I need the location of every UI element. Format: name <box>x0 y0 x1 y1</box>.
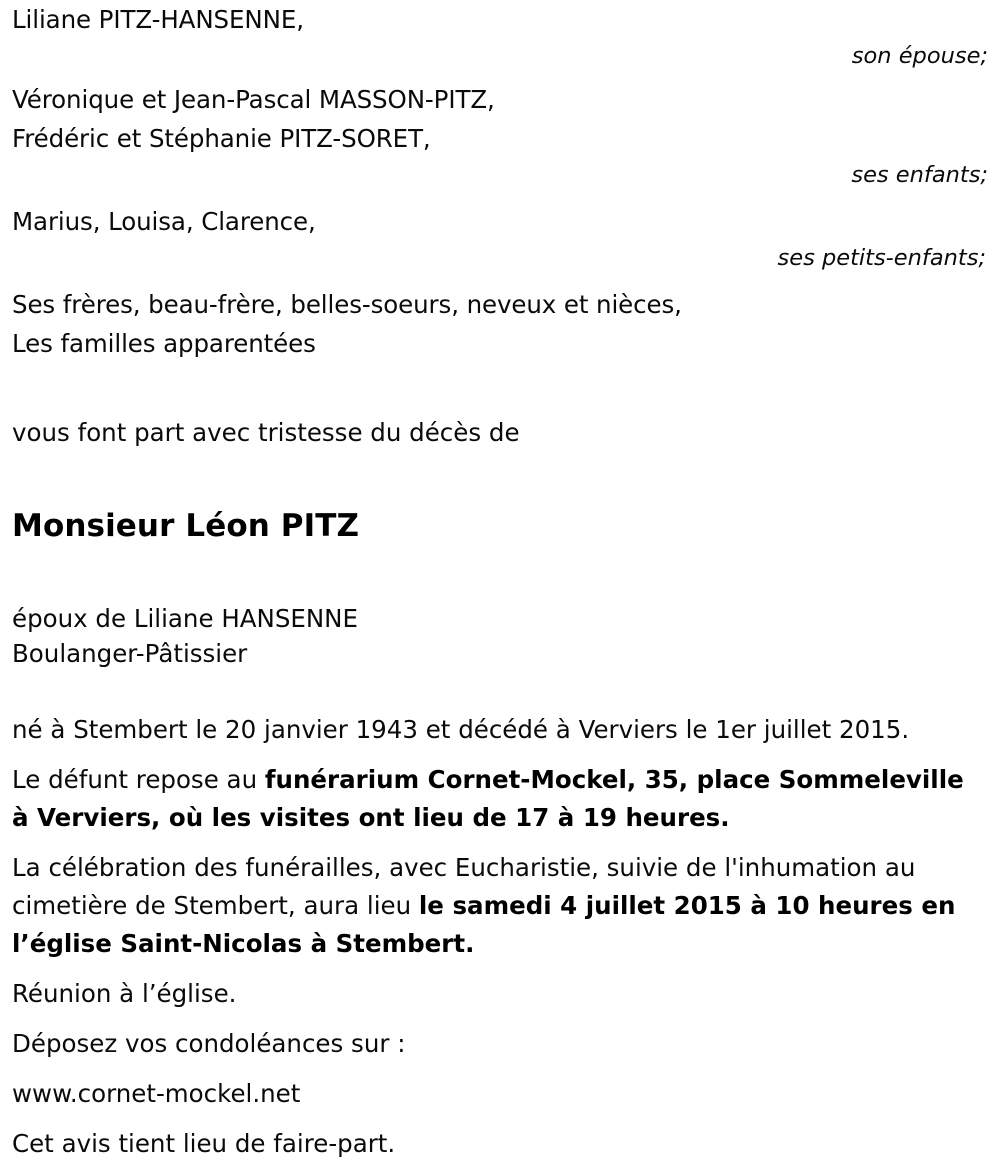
spacer <box>0 567 1000 601</box>
spacer <box>12 73 988 80</box>
spacer <box>0 1113 1000 1125</box>
kin-relation-label: son épouse; <box>851 43 988 69</box>
condolences-website[interactable]: www.cornet-mockel.net <box>12 1078 301 1108</box>
spacer <box>12 275 988 285</box>
kin-name-line: Les familles apparentées <box>12 329 316 358</box>
kin-group-grandchildren <box>12 202 988 275</box>
kin-group-spouse <box>12 0 988 73</box>
kin-relation-label: ses petits-enfants; <box>777 245 986 271</box>
kin-name-line: Véronique et Jean-Pascal MASSON-PITZ, <box>12 85 495 114</box>
spacer <box>0 1063 1000 1075</box>
deceased-descriptor: époux de Liliane HANSENNE <box>12 603 358 633</box>
kin-group-extended-family <box>12 285 988 363</box>
closing-line: Cet avis tient lieu de faire-part. <box>12 1128 396 1158</box>
kin-name-line: Ses frères, beau-frère, belles-soeurs, neveux et nièces, <box>12 290 682 319</box>
gathering-line: Réunion à l’église. <box>12 978 237 1008</box>
survivors-section <box>0 0 1000 363</box>
funeral-paragraph <box>0 849 1000 963</box>
repose-paragraph <box>0 761 1000 837</box>
spacer <box>0 837 1000 849</box>
funeral-prefix-text: La célébration des funérailles, avec Eucharistie, suivie de l'inhumation au cimetière de Stembert, aura lieu <box>12 852 916 920</box>
spacer <box>0 963 1000 975</box>
spacer <box>12 192 988 202</box>
kin-name-line: Marius, Louisa, Clarence, <box>12 207 316 236</box>
kin-name-line: Frédéric et Stéphanie PITZ-SORET, <box>12 124 431 153</box>
spacer <box>0 451 1000 485</box>
condolences-label: Déposez vos condoléances sur : <box>12 1028 406 1058</box>
birth-death-line: né à Stembert le 20 janvier 1943 et décédé à Verviers le 1er juillet 2015. <box>12 714 910 744</box>
spacer <box>0 363 1000 415</box>
kin-name-line: Liliane PITZ-HANSENNE, <box>12 5 304 34</box>
repose-location-bold: funérarium Cornet-Mockel, 35, place Sommeleville à Verviers, où les visites ont lieu de 17 à 19 heures. <box>12 764 964 832</box>
repose-prefix-text: Le défunt repose au <box>12 764 265 794</box>
kin-group-children <box>12 80 988 192</box>
spacer <box>0 749 1000 761</box>
announcement-lead-in: vous font part avec tristesse du décès de <box>12 418 520 447</box>
kin-relation-label: ses enfants; <box>851 162 988 188</box>
funeral-datetime-bold: le samedi 4 juillet 2015 à 10 heures en l’église Saint-Nicolas à Stembert. <box>12 890 956 958</box>
spacer <box>0 1013 1000 1025</box>
deceased-occupation: Boulanger-Pâtissier <box>12 638 248 668</box>
spacer <box>0 671 1000 711</box>
deceased-name: Monsieur Léon PITZ <box>12 507 360 544</box>
